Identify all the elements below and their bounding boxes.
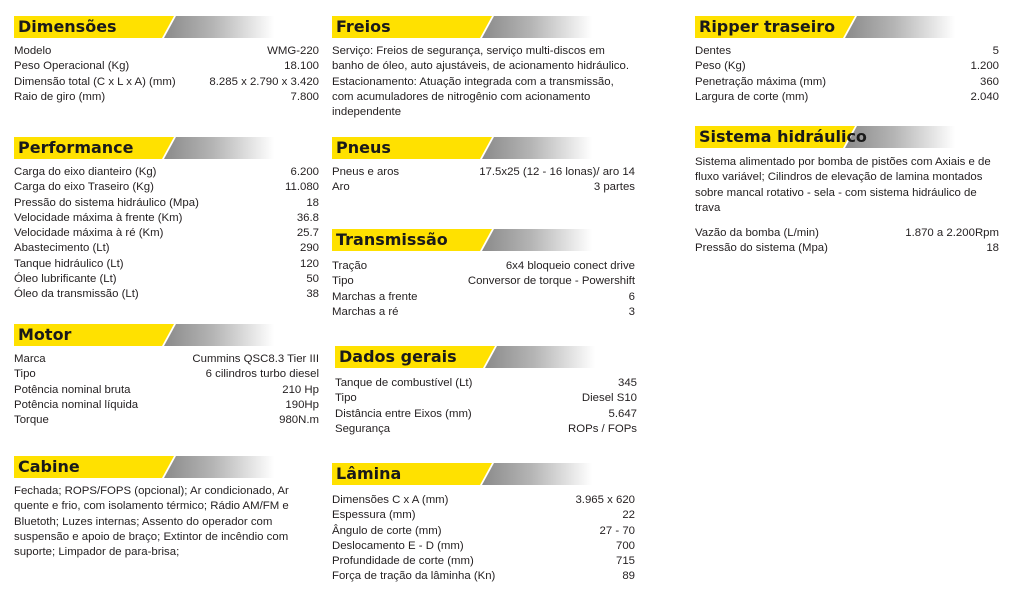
spec-value: 7.800 xyxy=(290,90,319,103)
spec-label: Penetração máxima (mm) xyxy=(695,75,827,88)
section-title: Freios xyxy=(336,17,391,36)
header-gradient xyxy=(482,137,592,159)
spec-value: 5 xyxy=(992,45,999,57)
spec-row xyxy=(332,554,635,569)
spec-label: Potência nominal líquida xyxy=(14,398,139,411)
spec-value: 38 xyxy=(306,288,319,301)
spec-value: 3 xyxy=(628,305,635,318)
spec-label: Pressão do sistema (Mpa) xyxy=(695,242,828,255)
section-title: Performance xyxy=(18,138,134,157)
spec-row xyxy=(332,180,635,195)
spec-row xyxy=(695,226,999,241)
section-cabine xyxy=(14,456,314,560)
section-transmissao xyxy=(332,229,635,320)
section-title: Pneus xyxy=(336,138,391,157)
spec-label: Espessura (mm) xyxy=(332,509,416,522)
spec-value: WMG-220 xyxy=(267,45,319,57)
spec-label: Vazão da bomba (L/min) xyxy=(695,227,819,240)
spec-label: Dentes xyxy=(695,45,732,57)
spec-list xyxy=(332,259,635,320)
spec-row xyxy=(332,290,635,305)
spec-value: 17.5x25 (12 - 16 lonas)/ aro 14 xyxy=(479,166,635,178)
spec-value: 1.200 xyxy=(970,60,999,73)
spec-label: Óleo da transmissão (Lt) xyxy=(14,288,139,301)
spec-value: 3 partes xyxy=(593,181,635,194)
section-header-ripper xyxy=(695,16,999,38)
spec-row xyxy=(14,287,319,302)
spec-row xyxy=(332,274,635,289)
section-header-pneus xyxy=(332,137,635,159)
spec-value: 120 xyxy=(299,257,319,270)
spec-row xyxy=(332,539,635,554)
section-header-dimensoes xyxy=(14,16,319,38)
spec-row xyxy=(332,524,635,539)
spec-row xyxy=(695,44,999,59)
spec-value: 715 xyxy=(615,555,635,568)
spec-label: Profundidade de corte (mm) xyxy=(332,555,474,568)
spec-label: Tanque de combustível (Lt) xyxy=(335,377,473,389)
section-header-performance xyxy=(14,137,319,159)
spec-label: Tipo xyxy=(332,275,354,288)
spec-row xyxy=(14,272,319,287)
spec-value: 210 Hp xyxy=(282,383,319,396)
spec-value: 345 xyxy=(617,377,637,389)
spec-row xyxy=(14,196,319,211)
spec-value: 6x4 bloqueio conect drive xyxy=(505,260,635,272)
spec-label: Abastecimento (Lt) xyxy=(14,242,110,255)
header-gradient xyxy=(164,324,274,346)
header-gradient xyxy=(164,456,274,478)
header-gradient xyxy=(845,16,955,38)
spec-row xyxy=(335,376,637,391)
spec-row xyxy=(332,508,635,523)
spec-row xyxy=(14,226,319,241)
spec-label: Aro xyxy=(332,181,350,194)
spec-row xyxy=(14,59,319,74)
section-header-freios xyxy=(332,16,638,38)
spec-row xyxy=(332,493,635,508)
spec-value: 5.647 xyxy=(608,407,637,420)
spec-row xyxy=(332,305,635,320)
section-title: Ripper traseiro xyxy=(699,17,836,36)
spec-row xyxy=(332,569,635,584)
spec-value: 190Hp xyxy=(285,398,319,411)
section-title: Lâmina xyxy=(336,464,402,483)
spec-label: Tipo xyxy=(14,368,36,381)
spec-label: Carga do eixo dianteiro (Kg) xyxy=(14,166,157,178)
section-dimensoes xyxy=(14,16,319,105)
spec-row xyxy=(14,165,319,180)
spec-list xyxy=(14,44,319,105)
spec-label: Marca xyxy=(14,353,46,365)
section-text: Fechada; ROPS/FOPS (opcional); Ar condicionado, Ar quente e frio, com isolamento térmico; Rádio AM/FM e Bluetoth; Luzes internas; Assento do operador com suspensão e apoio de braço; Extintor de incêndio com suporte; Limpador de para-brisa; xyxy=(14,485,289,559)
section-title: Transmissão xyxy=(336,230,448,249)
spec-row xyxy=(14,211,319,226)
spec-row xyxy=(335,407,637,422)
spec-row xyxy=(14,75,319,90)
section-text: Sistema alimentado por bomba de pistões com Axiais e de fluxo variável; Cilindros de elevação de lamina montados sobre mancal rotativo - sela - com sistema hidráulico de trava xyxy=(695,156,991,214)
spec-label: Velocidade máxima à ré (Km) xyxy=(14,227,164,240)
section-pneus xyxy=(332,137,635,196)
section-text: Serviço: Freios de segurança, serviço multi-discos em banho de óleo, auto ajustáveis, de acionamento hidráulico. Estacionamento: Atuação integrada com a transmissão, com acumuladores de nitrogênio com acionamento independente xyxy=(332,45,629,119)
header-gradient xyxy=(482,16,592,38)
spec-row xyxy=(14,180,319,195)
spec-value: Cummins QSC8.3 Tier III xyxy=(192,353,319,365)
section-performance xyxy=(14,137,319,303)
spec-row xyxy=(14,383,319,398)
spec-row xyxy=(335,391,637,406)
spec-value: 6 cilindros turbo diesel xyxy=(205,368,319,381)
section-title: Cabine xyxy=(18,457,80,476)
spec-value: 8.285 x 2.790 x 3.420 xyxy=(209,75,319,88)
spec-row xyxy=(14,241,319,256)
spec-label: Marchas a frente xyxy=(332,290,418,303)
spec-label: Modelo xyxy=(14,45,52,57)
spec-row xyxy=(695,90,999,105)
spec-label: Dimensões C x A (mm) xyxy=(332,494,449,506)
spec-label: Torque xyxy=(14,414,49,427)
spec-label: Peso Operacional (Kg) xyxy=(14,60,130,73)
section-header-cabine xyxy=(14,456,314,478)
section-title: Dimensões xyxy=(18,17,117,36)
spec-value: 3.965 x 620 xyxy=(575,494,635,506)
spec-row xyxy=(695,75,999,90)
spec-label: Dimensão total (C x L x A) (mm) xyxy=(14,75,176,88)
spec-label: Ângulo de corte (mm) xyxy=(332,524,442,537)
header-gradient xyxy=(164,137,274,159)
section-title: Dados gerais xyxy=(339,347,457,366)
spec-label: Óleo lubrificante (Lt) xyxy=(14,273,117,286)
spec-label: Tipo xyxy=(335,392,357,405)
spec-list xyxy=(14,165,319,303)
spec-list xyxy=(332,165,635,196)
spec-list xyxy=(695,226,999,257)
spec-value: 22 xyxy=(622,509,635,522)
spec-label: Pneus e aros xyxy=(332,166,400,178)
spec-label: Largura de corte (mm) xyxy=(695,90,809,103)
spec-label: Deslocamento E - D (mm) xyxy=(332,539,464,552)
header-gradient xyxy=(164,16,274,38)
spec-list xyxy=(695,44,999,105)
spec-label: Raio de giro (mm) xyxy=(14,90,106,103)
spec-label: Tanque hidráulico (Lt) xyxy=(14,257,124,270)
section-ripper xyxy=(695,16,999,105)
spec-value: 89 xyxy=(622,570,635,583)
spec-label: Força de tração da lâminha (Kn) xyxy=(332,570,496,583)
spec-label: Carga do eixo Traseiro (Kg) xyxy=(14,181,154,194)
spec-row xyxy=(335,422,637,437)
section-lamina xyxy=(332,463,635,585)
spec-value: 18 xyxy=(306,196,319,209)
spec-list xyxy=(335,376,637,437)
spec-row xyxy=(14,413,319,428)
spec-value: 50 xyxy=(306,273,319,286)
spec-row xyxy=(14,367,319,382)
section-header-dados-gerais xyxy=(335,346,637,368)
spec-label: Velocidade máxima à frente (Km) xyxy=(14,211,183,224)
spec-label: Distância entre Eixos (mm) xyxy=(335,407,472,420)
spec-value: 18 xyxy=(986,242,999,255)
spec-value: 18.100 xyxy=(284,60,319,73)
spec-row xyxy=(695,241,999,256)
section-dados-gerais xyxy=(335,346,637,437)
spec-row xyxy=(14,90,319,105)
section-header-transmissao xyxy=(332,229,635,251)
spec-value: 27 - 70 xyxy=(599,524,635,537)
spec-list xyxy=(332,493,635,585)
spec-value: 11.080 xyxy=(285,181,319,194)
header-gradient xyxy=(482,229,592,251)
spec-value: 700 xyxy=(615,539,635,552)
spec-list xyxy=(14,352,319,428)
spec-value: 360 xyxy=(979,75,999,88)
spec-label: Peso (Kg) xyxy=(695,60,746,73)
section-header-hidraulico xyxy=(695,126,999,148)
spec-row xyxy=(14,257,319,272)
spec-row xyxy=(14,352,319,367)
spec-label: Potência nominal bruta xyxy=(14,383,131,396)
spec-value: 6.200 xyxy=(290,166,319,178)
section-header-lamina xyxy=(332,463,635,485)
section-motor xyxy=(14,324,319,428)
section-hidraulico xyxy=(695,126,999,257)
spec-value: 2.040 xyxy=(970,90,999,103)
spec-value: 980N.m xyxy=(279,414,319,427)
spec-value: 290 xyxy=(299,242,319,255)
spec-value: ROPs / FOPs xyxy=(568,422,637,435)
spec-row xyxy=(695,59,999,74)
header-gradient xyxy=(482,463,592,485)
spec-value: 6 xyxy=(628,290,635,303)
spec-value: Diesel S10 xyxy=(581,392,637,405)
spec-label: Segurança xyxy=(335,422,391,435)
spec-label: Tração xyxy=(332,260,368,272)
spec-value: 25.7 xyxy=(296,227,319,240)
spec-value: 36.8 xyxy=(296,211,319,224)
spec-value: 1.870 a 2.200Rpm xyxy=(905,227,999,240)
spec-label: Marchas a ré xyxy=(332,305,399,318)
section-header-motor xyxy=(14,324,319,346)
spec-row xyxy=(14,44,319,59)
section-title: Motor xyxy=(18,325,72,344)
spec-row xyxy=(332,259,635,274)
section-freios xyxy=(332,16,638,120)
spec-row xyxy=(14,398,319,413)
spec-label: Pressão do sistema hidráulico (Mpa) xyxy=(14,196,199,209)
header-gradient xyxy=(485,346,595,368)
spec-row xyxy=(332,165,635,180)
spec-value: Conversor de torque - Powershift xyxy=(467,275,635,288)
section-title: Sistema hidráulico xyxy=(699,127,867,146)
